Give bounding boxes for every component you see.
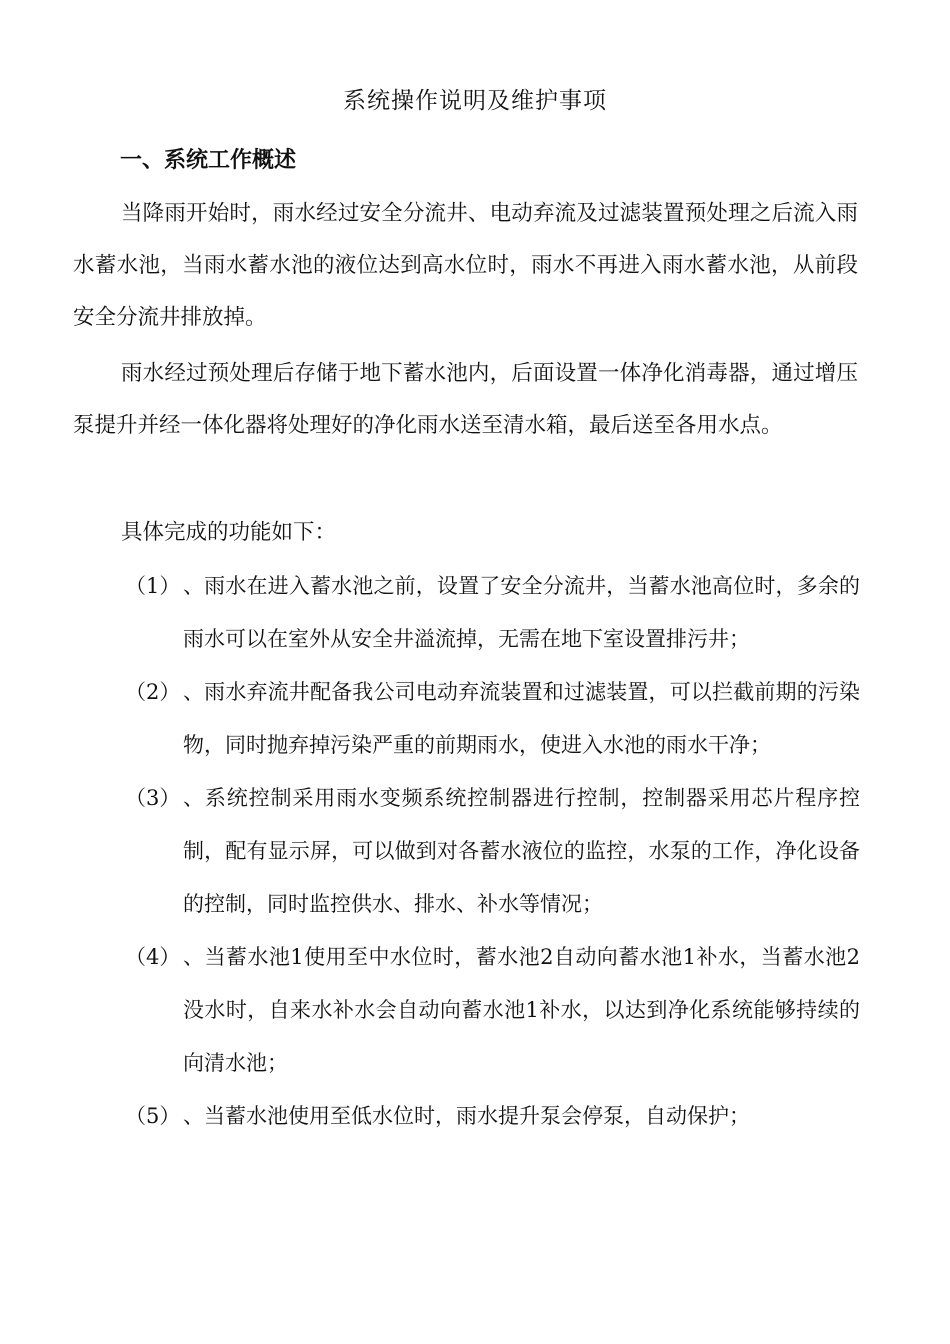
paragraph-overview: 当降雨开始时，雨水经过安全分流井、电动弃流及过滤装置预处理之后流入雨水蓄水池，当雨水蓄水池的液位达到高水位时，雨水不再进入雨水蓄水池，从前段安全分流井排放掉。: [73, 201, 858, 330]
list-item-number: （4）: [125, 945, 181, 969]
paragraph-storage: 雨水经过预处理后存储于地下蓄水池内，后面设置一体净化消毒器，通过增压泵提升并经一体化器将处理好的净化雨水送至清水箱，最后送至各用水点。: [73, 361, 858, 438]
list-item-number: （5）: [125, 1104, 181, 1128]
list-item: [125, 931, 860, 1090]
list-item-text: 、当蓄水池1使用至中水位时，蓄水池2自动向蓄水池1补水，当蓄水池2没水时，自来水补水会自动向蓄水池1补水，以达到净化系统能够持续的向清水池；: [183, 945, 860, 1075]
paragraph-functions-intro: 具体完成的功能如下：: [121, 520, 337, 545]
list-item-number: （3）: [125, 786, 181, 810]
list-item: [125, 666, 860, 772]
section-heading: 一、系统工作概述: [120, 148, 297, 173]
function-list: [125, 560, 860, 1143]
list-item-text: 、系统控制采用雨水变频系统控制器进行控制，控制器采用芯片程序控制，配有显示屏，可以做到对各蓄水液位的监控，水泵的工作，净化设备的控制，同时监控供水、排水、补水等情况；: [183, 786, 860, 916]
list-item-text: 、雨水弃流井配备我公司电动弃流装置和过滤装置，可以拦截前期的污染物，同时抛弃掉污染严重的前期雨水，使进入水池的雨水干净；: [183, 680, 860, 757]
list-item-number: （2）: [125, 680, 181, 704]
list-item: [125, 772, 860, 931]
list-item-text: 、雨水在进入蓄水池之前，设置了安全分流井，当蓄水池高位时，多余的雨水可以在室外从安全井溢流掉，无需在地下室设置排污井；: [183, 574, 860, 651]
document-title: 系统操作说明及维护事项: [343, 88, 607, 114]
list-item: [125, 560, 860, 666]
list-item: [125, 1090, 860, 1143]
list-item-number: （1）: [125, 574, 181, 598]
list-item-text: 、当蓄水池使用至低水位时，雨水提升泵会停泵，自动保护；: [183, 1104, 750, 1128]
